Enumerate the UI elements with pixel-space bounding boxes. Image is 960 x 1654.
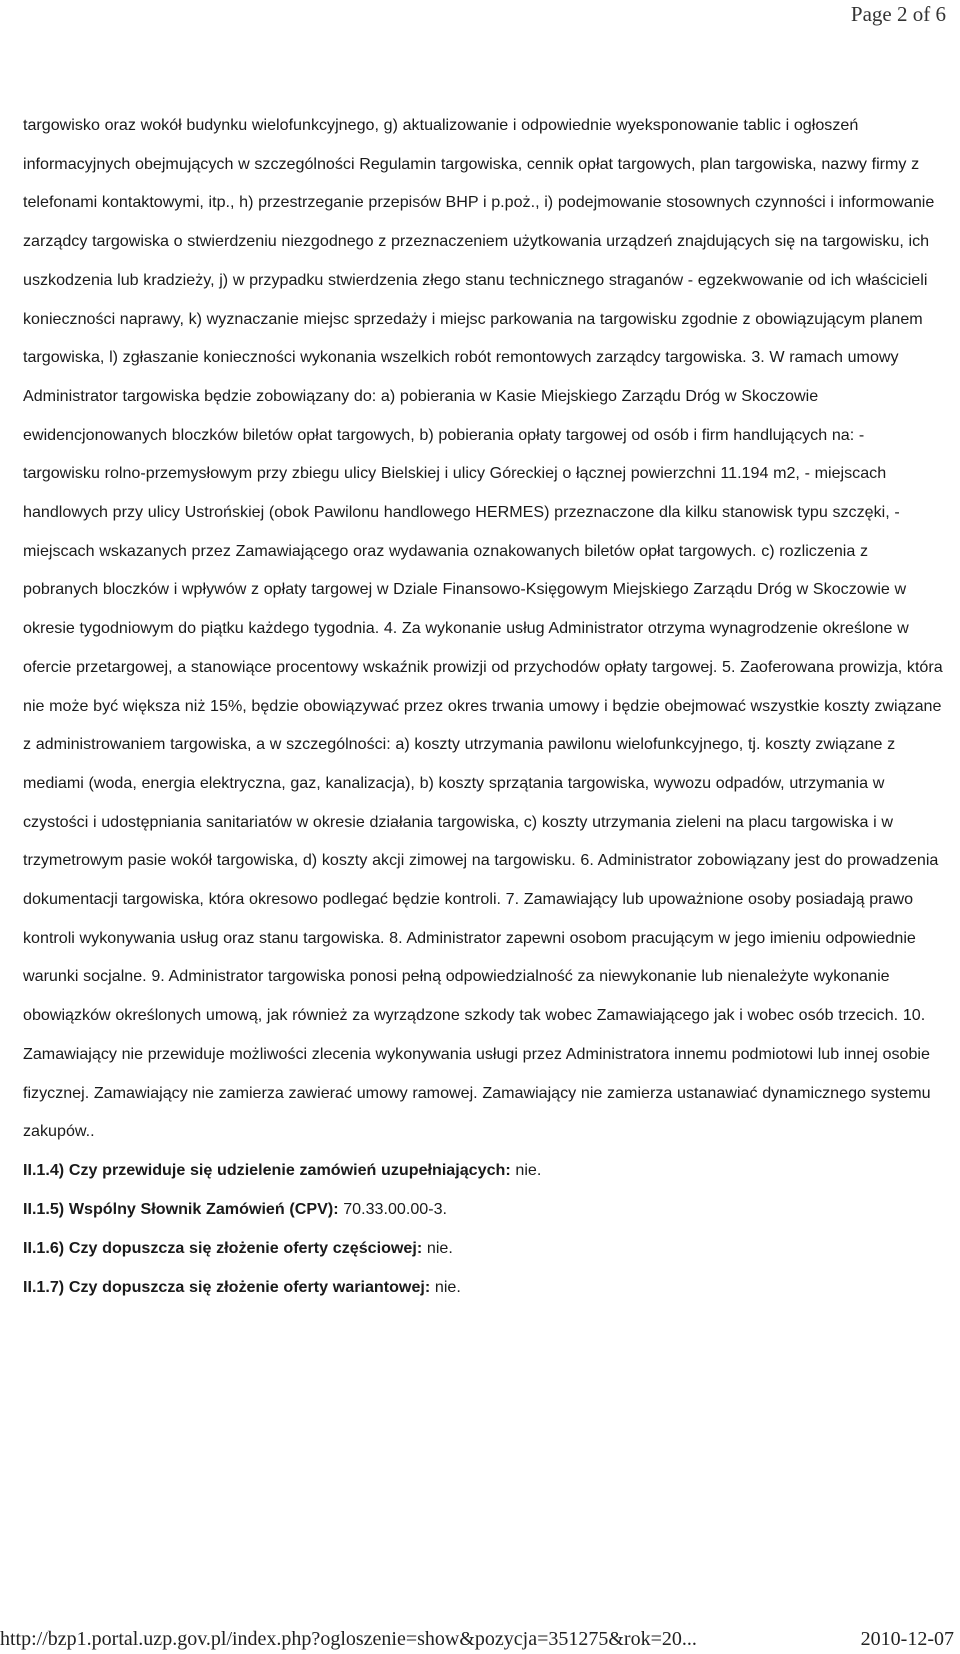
item-answer: nie. bbox=[510, 1160, 542, 1179]
page-number: Page 2 of 6 bbox=[850, 2, 946, 26]
section-item-ii-1-4 bbox=[23, 1151, 945, 1190]
page-footer bbox=[0, 1628, 960, 1654]
item-question: II.1.5) Wspólny Słownik Zamówień (CPV): bbox=[23, 1199, 339, 1218]
section-item-ii-1-6 bbox=[23, 1229, 945, 1268]
section-item-ii-1-7 bbox=[23, 1268, 945, 1307]
item-answer: nie. bbox=[422, 1238, 453, 1257]
document-body bbox=[23, 106, 945, 1307]
item-answer: 70.33.00.00-3. bbox=[338, 1199, 448, 1218]
section-item-ii-1-5 bbox=[23, 1190, 945, 1229]
item-answer: nie. bbox=[430, 1277, 461, 1296]
item-question: II.1.7) Czy dopuszcza się złożenie oferty wariantowej: bbox=[23, 1277, 431, 1296]
footer-url-link[interactable]: http://bzp1.portal.uzp.gov.pl/index.php?ogloszenie=show&pozycja=351275&rok=20... bbox=[0, 1628, 697, 1650]
footer-date: 2010-12-07 bbox=[860, 1628, 954, 1650]
item-question: II.1.4) Czy przewiduje się udzielenie zamówień uzupełniających: bbox=[23, 1160, 511, 1179]
main-paragraph: targowisko oraz wokół budynku wielofunkcyjnego, g) aktualizowanie i odpowiednie wyeksponowanie tablic i ogłoszeń informacyjnych obejmujących w szczególności Regulamin targowiska, cennik opłat targowych, plan targowiska, nazwy firmy z telefonami kontaktowymi, itp., h) przestrzeganie przepisów BHP i p.poż., i) podejmowanie stosownych czynności i informowanie zarządcy targowiska o stwierdzeniu niezgodnego z przeznaczeniem użytkowania urządzeń znajdujących się na targowisku, ich uszkodzenia lub kradzieży, j) w przypadku stwierdzenia złego stanu technicznego straganów - egzekwowanie od ich właścicieli konieczności naprawy, k) wyznaczanie miejsc sprzedaży i miejsc parkowania na targowisku zgodnie z obowiązującym planem targowiska, l) zgłaszanie konieczności wykonania wszelkich robót remontowych zarządcy targowiska. 3. W ramach umowy Administrator targowiska będzie zobowiązany do: a) pobierania w Kasie Miejskiego Zarządu Dróg w Skoczowie ewidencjonowanych bloczków biletów opłat targowych, b) pobierania opłaty targowej od osób i firm handlujących na: - targowisku rolno-przemysłowym przy zbiegu ulicy Bielskiej i ulicy Góreckiej o łącznej powierzchni 11.194 m2, - miejscach handlowych przy ulicy Ustrońskiej (obok Pawilonu handlowego HERMES) przeznaczone dla kilku stanowisk typu szczęki, - miejscach wskazanych przez Zamawiającego oraz wydawania oznakowanych biletów opłat targowych. c) rozliczenia z pobranych bloczków i wpływów z opłaty targowej w Dziale Finansowo-Księgowym Miejskiego Zarządu Dróg w Skoczowie w okresie tygodniowym do piątku każdego tygodnia. 4. Za wykonanie usług Administrator otrzyma wynagrodzenie określone w ofercie przetargowej, a stanowiące procentowy wskaźnik prowizji od przychodów opłaty targowej. 5. Zaoferowana prowizja, która nie może być większa niż 15%, będzie obowiązywać przez okres trwania umowy i będzie obejmować wszystkie koszty związane z administrowaniem targowiska, a w szczególności: a) koszty utrzymania pawilonu wielofunkcyjnego, tj. koszty związane z mediami (woda, energia elektryczna, gaz, kanalizacja), b) koszty sprzątania targowiska, wywozu odpadów, utrzymania w czystości i udostępniania sanitariatów w okresie działania targowiska, c) koszty utrzymania zieleni na placu targowiska i w trzymetrowym pasie wokół targowiska, d) koszty akcji zimowej na targowisku. 6. Administrator zobowiązany jest do prowadzenia dokumentacji targowiska, która okresowo podlegać będzie kontroli. 7. Zamawiający lub upoważnione osoby posiadają prawo kontroli wykonywania usług oraz stanu targowiska. 8. Administrator zapewni osobom pracującym w jego imieniu odpowiednie warunki socjalne. 9. Administrator targowiska ponosi pełną odpowiedzialność za niewykonanie lub nienależyte wykonanie obowiązków określonych umową, jak również za wyrządzone szkody tak wobec Zamawiającego jak i wobec osób trzecich. 10. Zamawiający nie przewiduje możliwości zlecenia wykonywania usługi przez Administratora innemu podmiotowi lub innej osobie fizycznej. Zamawiający nie zamierza zawierać umowy ramowej. Zamawiający nie zamierza ustanawiać dynamicznego systemu zakupów.. bbox=[23, 116, 943, 1141]
item-question: II.1.6) Czy dopuszcza się złożenie oferty częściowej: bbox=[23, 1238, 423, 1257]
